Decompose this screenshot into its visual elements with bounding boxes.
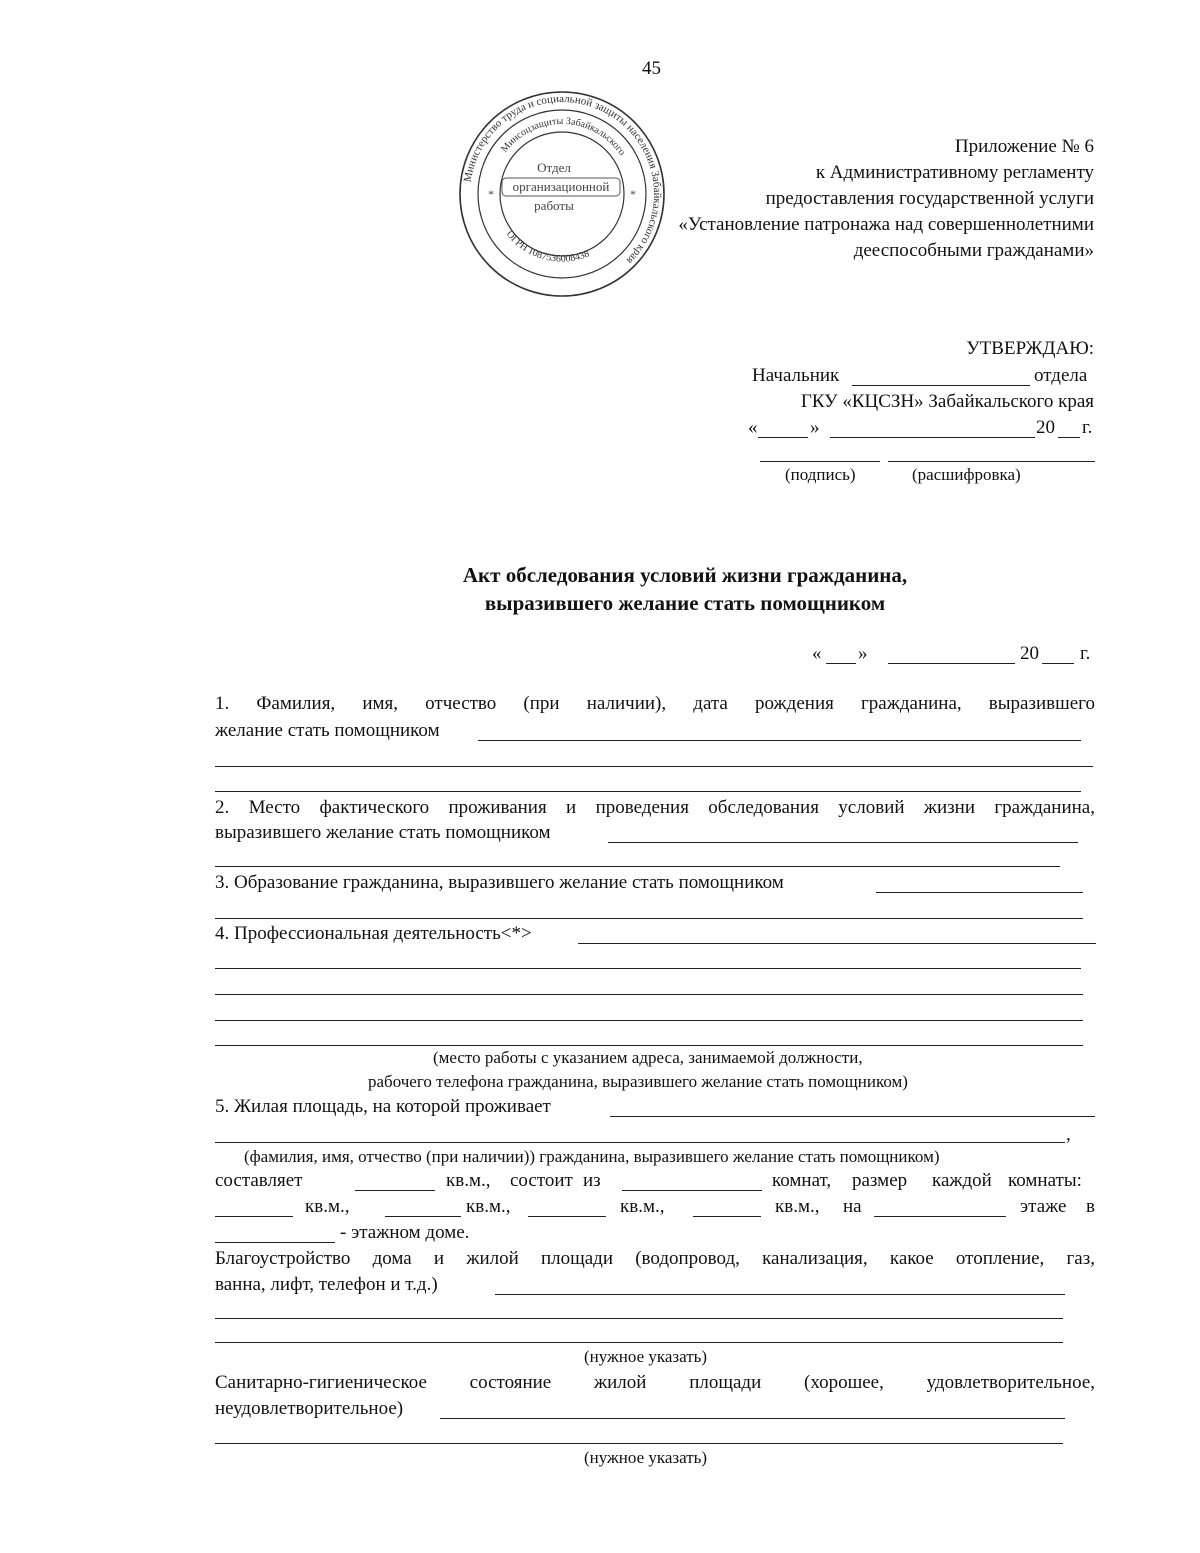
storeys-blank[interactable] bbox=[215, 1242, 335, 1243]
area-rooms: комнат, bbox=[772, 1170, 832, 1191]
section4-caption-line1: (место работы с указанием адреса, занимаемой должности, bbox=[433, 1048, 863, 1067]
approval-year: 20 bbox=[1036, 417, 1055, 438]
section1-line1: 1. Фамилия, имя, отчество (при наличии), дата рождения гражданина, выразившего bbox=[215, 693, 1095, 714]
floor-label: этаже bbox=[1020, 1196, 1067, 1217]
appendix-regulation: к Административному регламенту bbox=[815, 162, 1094, 183]
section5-label: 5. Жилая площадь, на которой проживает bbox=[215, 1096, 551, 1117]
document-title-line2: выразившего желание стать помощником bbox=[484, 591, 886, 615]
decode-blank[interactable] bbox=[888, 461, 1095, 462]
act-date-open: « bbox=[812, 643, 822, 664]
sanitary-caption: (нужное указать) bbox=[584, 1448, 708, 1467]
approval-dept: отдела bbox=[1034, 365, 1088, 386]
section1-field-c[interactable] bbox=[215, 791, 1081, 792]
section1-field-a[interactable] bbox=[478, 740, 1081, 741]
section4-field-d[interactable] bbox=[215, 1020, 1083, 1021]
area-consists: состоит bbox=[510, 1170, 573, 1191]
svg-text:ОГРН 1087536008438 bbox=[504, 229, 591, 265]
section1-field-b[interactable] bbox=[215, 766, 1093, 767]
room1-blank[interactable] bbox=[215, 1216, 293, 1217]
section3-field-a[interactable] bbox=[876, 892, 1083, 893]
section4-field-c[interactable] bbox=[215, 994, 1083, 995]
approval-year-suffix: г. bbox=[1082, 417, 1093, 438]
svg-text:*: * bbox=[630, 187, 636, 201]
sanitary-field-b[interactable] bbox=[215, 1443, 1063, 1444]
amenities-line1: Благоустройство дома и жилой площади (водопровод, канализация, какое отопление, газ, bbox=[215, 1248, 1095, 1269]
act-year-suffix: г. bbox=[1080, 643, 1091, 664]
act-date-close: » bbox=[858, 643, 868, 664]
appendix-service-name-end: дееспособными гражданами» bbox=[853, 240, 1094, 261]
area-total-blank[interactable] bbox=[355, 1190, 435, 1191]
storeys-suffix: - этажном доме. bbox=[340, 1222, 470, 1243]
room4-blank[interactable] bbox=[693, 1216, 761, 1217]
room4-unit: кв.м., bbox=[775, 1196, 820, 1217]
section2-field-a[interactable] bbox=[608, 842, 1078, 843]
amenities-field-a[interactable] bbox=[495, 1294, 1065, 1295]
section2-line2: выразившего желание стать помощником bbox=[215, 822, 551, 843]
document-title-line1: Акт обследования условий жизни гражданина, bbox=[462, 563, 908, 587]
approval-date-close: » bbox=[810, 417, 820, 438]
appendix-service-name: «Установление патронажа над совершеннолетними bbox=[678, 214, 1094, 235]
section4-caption-line2: рабочего телефона гражданина, выразившего желание стать помощником) bbox=[368, 1072, 908, 1091]
area-label: составляет bbox=[215, 1170, 303, 1191]
sanitary-field-a[interactable] bbox=[440, 1418, 1065, 1419]
approval-month-blank[interactable] bbox=[830, 437, 1035, 438]
appendix-service: предоставления государственной услуги bbox=[765, 188, 1094, 209]
area-size: размер bbox=[852, 1170, 908, 1191]
approval-year-blank[interactable] bbox=[1058, 437, 1080, 438]
sanitary-line1: Санитарно-гигиеническое состояние жилой площади (хорошее, удовлетворительное, bbox=[215, 1372, 1095, 1393]
appendix-number: Приложение № 6 bbox=[954, 136, 1094, 157]
section2-field-b[interactable] bbox=[215, 866, 1060, 867]
floor-blank[interactable] bbox=[874, 1216, 1006, 1217]
area-of: из bbox=[583, 1170, 601, 1191]
approval-date-open: « bbox=[748, 417, 758, 438]
section5-field-b[interactable] bbox=[215, 1142, 1065, 1143]
approval-day-blank[interactable] bbox=[758, 437, 808, 438]
section3-field-b[interactable] bbox=[215, 918, 1083, 919]
floor-in: в bbox=[1086, 1196, 1095, 1217]
area-each: каждой bbox=[932, 1170, 992, 1191]
section4-field-e[interactable] bbox=[215, 1045, 1083, 1046]
act-year: 20 bbox=[1020, 643, 1039, 664]
seal-ogrn-text: ОГРН 1087536008438 bbox=[503, 228, 592, 265]
section5-comma: , bbox=[1066, 1124, 1071, 1145]
section3-label: 3. Образование гражданина, выразившего желание стать помощником bbox=[215, 872, 784, 893]
room2-blank[interactable] bbox=[385, 1216, 461, 1217]
amenities-caption: (нужное указать) bbox=[584, 1347, 708, 1366]
section4-field-b[interactable] bbox=[215, 968, 1081, 969]
signature-caption: (подпись) bbox=[785, 465, 856, 484]
section5-caption: (фамилия, имя, отчество (при наличии)) гражданина, выразившего желание стать помощником) bbox=[244, 1147, 940, 1166]
floor-on: на bbox=[843, 1196, 862, 1217]
amenities-line2: ванна, лифт, телефон и т.д.) bbox=[215, 1274, 438, 1295]
seal-inner-text: Минсоцзащиты Забайкальского bbox=[499, 115, 628, 158]
section4-label: 4. Профессиональная деятельность<*> bbox=[215, 923, 532, 944]
amenities-field-b[interactable] bbox=[215, 1318, 1063, 1319]
act-month-blank[interactable] bbox=[888, 663, 1015, 664]
area-unit: кв.м., bbox=[446, 1170, 491, 1191]
seal-center-line2: организационной bbox=[512, 179, 610, 194]
act-year-blank[interactable] bbox=[1042, 663, 1074, 664]
act-day-blank[interactable] bbox=[826, 663, 856, 664]
approval-chief: Начальник bbox=[752, 365, 840, 386]
decode-caption: (расшифровка) bbox=[912, 465, 1021, 484]
approval-dept-blank[interactable] bbox=[852, 385, 1030, 386]
seal-outer-text: Министерство труда и социальной защиты населения Забайкальского края bbox=[461, 92, 664, 267]
rooms-count-blank[interactable] bbox=[622, 1190, 762, 1191]
approval-heading: УТВЕРЖДАЮ: bbox=[966, 338, 1094, 359]
section4-field-a[interactable] bbox=[578, 943, 1096, 944]
room1-unit: кв.м., bbox=[305, 1196, 350, 1217]
section5-field-a[interactable] bbox=[610, 1116, 1095, 1117]
approval-org: ГКУ «КЦСЗН» Забайкальского края bbox=[800, 391, 1094, 412]
svg-text:*: * bbox=[488, 187, 494, 201]
section1-line2: желание стать помощником bbox=[215, 720, 440, 741]
sanitary-line2: неудовлетворительное) bbox=[215, 1398, 404, 1419]
page-number: 45 bbox=[642, 58, 661, 79]
area-room: комнаты: bbox=[1008, 1170, 1082, 1191]
seal-center-line1: Отдел bbox=[537, 160, 571, 175]
section2-line1: 2. Место фактического проживания и проведения обследования условий жизни гражданина, bbox=[215, 797, 1095, 818]
signature-blank[interactable] bbox=[760, 461, 880, 462]
official-seal-stamp bbox=[458, 90, 666, 298]
seal-center-line3: работы bbox=[534, 198, 574, 213]
room3-blank[interactable] bbox=[528, 1216, 606, 1217]
room3-unit: кв.м., bbox=[620, 1196, 665, 1217]
amenities-field-c[interactable] bbox=[215, 1342, 1063, 1343]
room2-unit: кв.м., bbox=[466, 1196, 511, 1217]
